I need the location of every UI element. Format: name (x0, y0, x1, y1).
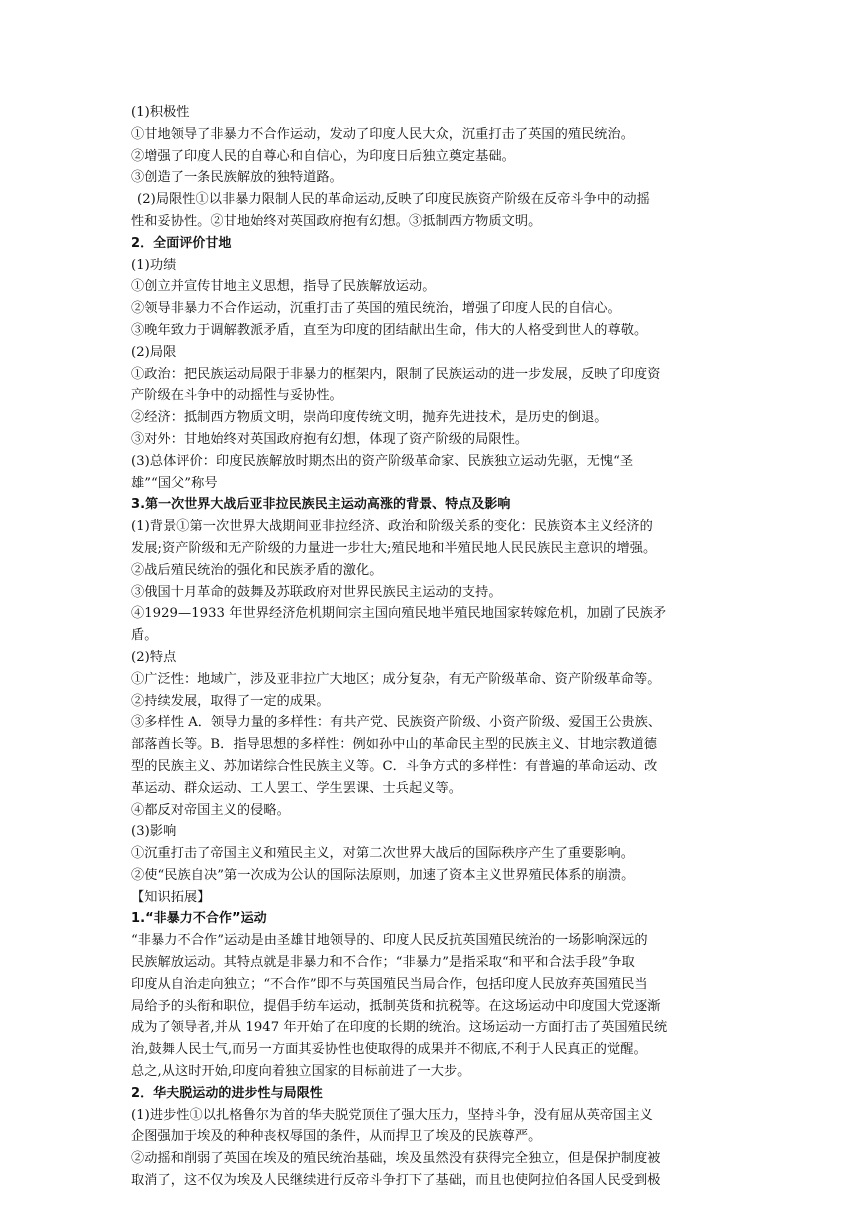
text-line: 总之,从这时开始,印度向着独立国家的目标前进了一大步。 (131, 1064, 471, 1080)
text-line: 民族解放运动。其特点就是非暴力和不合作；“非暴力”是指采取“和平和合法手段”争取 (131, 955, 635, 971)
text-line: ②使“民族自决”第一次成为公认的国际法原则，加速了资本主义世界殖民体系的崩溃。 (131, 867, 635, 883)
text-line: ①创立并宣传甘地主义思想，指导了民族解放运动。 (131, 279, 436, 295)
text-line: (1)进步性①以扎格鲁尔为首的华夫脱党顶住了强大压力，坚持斗争，没有屈从英帝国主义 (131, 1107, 653, 1123)
text-line: ③晚年致力于调解教派矛盾，直至为印度的团结献出生命，伟大的人格受到世人的尊敬。 (131, 322, 648, 338)
text-line: ③创造了一条民族解放的独特道路。 (131, 170, 343, 186)
text-line: 印度从自治走向独立；“不合作”即不与英国殖民当局合作，包括印度人民放弃英国殖民当 (131, 976, 648, 992)
text-line: ①沉重打击了帝国主义和殖民主义，对第二次世界大战后的国际秩序产生了重要影响。 (131, 846, 635, 862)
text-line: ②经济：抵制西方物质文明，崇尚印度传统文明，抛弃先进技术，是历史的倒退。 (131, 410, 608, 426)
text-line: ①甘地领导了非暴力不合作运动，发动了印度人民大众，沉重打击了英国的殖民统治。 (131, 126, 635, 142)
text-line: 盾。 (131, 628, 158, 644)
text-line: ①广泛性：地域广，涉及亚非拉广大地区；成分复杂，有无产阶级革命、资产阶级革命等。 (131, 671, 661, 687)
text-line: (1)功绩 (131, 257, 177, 273)
text-line: 局给予的头衔和职位，提倡手纺车运动，抵制英货和抗税等。在这场运动中印度国大党逐渐 (131, 998, 661, 1014)
text-line: (3)总体评价：印度民族解放时期杰出的资产阶级革命家、民族独立运动先驱，无愧“圣 (131, 453, 634, 469)
section-heading: 1.“非暴力不合作”运动 (131, 911, 267, 927)
text-line: 型的民族主义、苏加诺综合性民族主义等。C．斗争方式的多样性：有普遍的革命运动、改 (131, 758, 658, 774)
text-line: (2)特点 (131, 649, 177, 665)
text-line: ④1929—1933 年世界经济危机期间宗主国向殖民地半殖民地国家转嫁危机，加剧了民族矛 (131, 606, 667, 622)
section-heading: 2．全面评价甘地 (131, 235, 232, 251)
text-line: ②增强了印度人民的自尊心和自信心，为印度日后独立奠定基础。 (131, 148, 515, 164)
document-page (131, 102, 731, 1192)
text-line: (3)影响 (131, 824, 177, 840)
text-line: ②持续发展，取得了一定的成果。 (131, 693, 330, 709)
text-line: (1)背景①第一次世界大战期间亚非拉经济、政治和阶级关系的变化：民族资本主义经济的 (131, 519, 653, 535)
text-line: ④都反对帝国主义的侵略。 (131, 802, 290, 818)
text-line: ③多样性 A．领导力量的多样性：有共产党、民族资产阶级、小资产阶级、爱国王公贵族、 (131, 715, 662, 731)
text-line: (2)局限 (131, 344, 177, 360)
text-line: ②战后殖民统治的强化和民族矛盾的激化。 (131, 562, 383, 578)
text-line: ①政治：把民族运动局限于非暴力的框架内，限制了民族运动的进一步发展，反映了印度资 (131, 366, 661, 382)
text-line: “非暴力不合作”运动是由圣雄甘地领导的、印度人民反抗英国殖民统治的一场影响深远的 (131, 933, 648, 949)
text-line: 成为了领导者,并从 1947 年开始了在印度的长期的统治。这场运动一方面打击了英国殖民统 (131, 1020, 668, 1036)
text-line: 产阶级在斗争中的动摇性与妥协性。 (131, 388, 343, 404)
text-line: 革运动、群众运动、工人罢工、学生罢课、士兵起义等。 (131, 780, 462, 796)
text-line: ③对外：甘地始终对英国政府抱有幻想，体现了资产阶级的局限性。 (131, 431, 529, 447)
section-heading: 3.第一次世界大战后亚非拉民族民主运动高涨的背景、特点及影响 (131, 497, 511, 513)
text-line: 取消了，这不仅为埃及人民继续进行反帝斗争打下了基础，而且也使阿拉伯各国人民受到极 (131, 1173, 661, 1189)
text-line: ②动摇和削弱了英国在埃及的殖民统治基础，埃及虽然没有获得完全独立，但是保护制度被 (131, 1151, 661, 1167)
section-heading: 2．华夫脱运动的进步性与局限性 (131, 1085, 323, 1101)
text-line: 部落酋长等。B．指导思想的多样性：例如孙中山的革命民主型的民族主义、甘地宗教道德 (131, 737, 657, 753)
text-line: 雄”“国父”称号 (131, 475, 218, 491)
text-line: 企图强加于埃及的种种丧权辱国的条件，从而捍卫了埃及的民族尊严。 (131, 1129, 542, 1145)
text-line: (1)积极性 (131, 105, 190, 120)
text-line: ③俄国十月革命的鼓舞及苏联政府对世界民族民主运动的支持。 (131, 584, 502, 600)
text-line: ②领导非暴力不合作运动，沉重打击了英国的殖民统治，增强了印度人民的自信心。 (131, 301, 621, 317)
text-line: 治,鼓舞人民士气,而另一方面其妥协性也使取得的成果并不彻底,不利于人民真正的觉醒。 (131, 1042, 647, 1058)
text-line: (2)局限性①以非暴力限制人民的革命运动,反映了印度民族资产阶级在反帝斗争中的动摇 (137, 192, 650, 208)
text-line: 性和妥协性。②甘地始终对英国政府抱有幻想。③抵制西方物质文明。 (131, 213, 542, 229)
text-line: 发展;资产阶级和无产阶级的力量进一步壮大;殖民地和半殖民地人民民族民主意识的增强。 (131, 540, 657, 556)
text-line: 【知识拓展】 (131, 889, 211, 905)
